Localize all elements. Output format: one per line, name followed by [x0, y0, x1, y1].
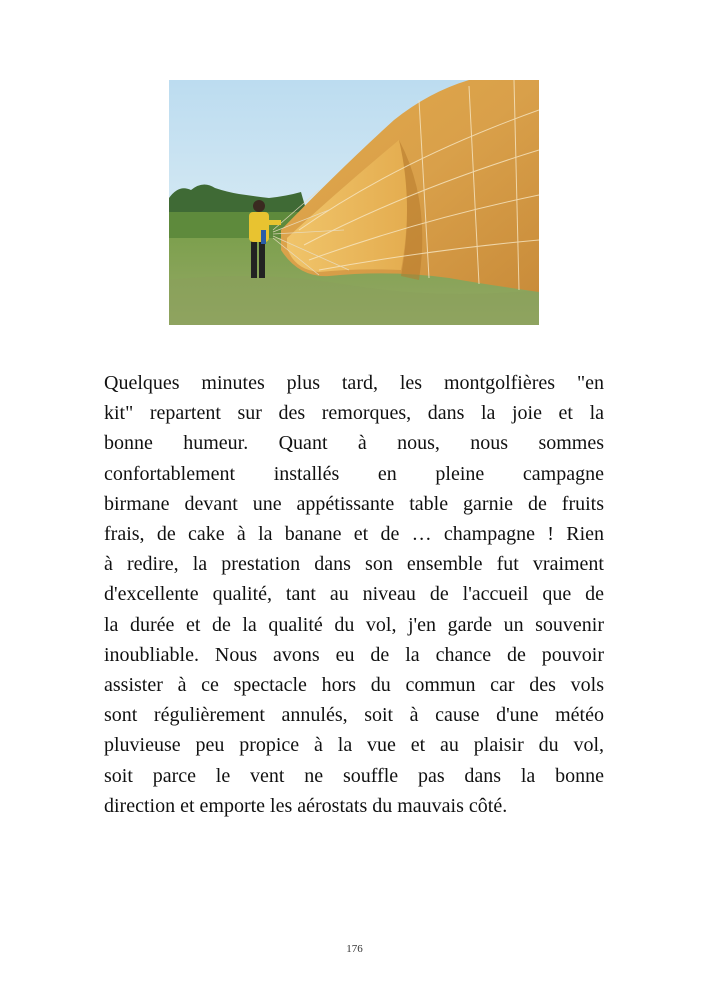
- text-line: kit" repartent sur des remorques, dans la joie et la: [104, 402, 604, 425]
- text-line: à redire, la prestation dans son ensemble fut vraiment: [104, 553, 604, 576]
- text-line: pluvieuse peu propice à la vue et au plaisir du vol,: [104, 734, 604, 757]
- balloon-photo: [169, 80, 539, 325]
- text-line: la durée et de la qualité du vol, j'en garde un souvenir: [104, 613, 604, 636]
- text-line: bonne humeur. Quant à nous, nous sommes: [104, 432, 604, 455]
- text-line: direction et emporte les aérostats du mauvais côté.: [104, 794, 508, 817]
- text-line: d'excellente qualité, tant au niveau de l'accueil que de: [104, 583, 604, 606]
- text-line: birmane devant une appétissante table garnie de fruits: [104, 492, 604, 515]
- text-line: sont régulièrement annulés, soit à cause d'une météo: [104, 704, 604, 727]
- page-number: 176: [346, 943, 363, 955]
- text-line: assister à ce spectacle hors du commun car des vols: [104, 674, 604, 697]
- text-line: Quelques minutes plus tard, les montgolfières "en: [104, 372, 604, 394]
- text-line: soit parce le vent ne souffle pas dans la bonne: [104, 764, 604, 787]
- text-line: confortablement installés en pleine campagne: [104, 462, 604, 485]
- text-line: inoubliable. Nous avons eu de la chance de pouvoir: [104, 643, 604, 666]
- balloon-photo-illustration: [169, 80, 539, 325]
- body-paragraph: [104, 368, 604, 821]
- text-line: frais, de cake à la banane et de … champagne ! Rien: [104, 523, 604, 546]
